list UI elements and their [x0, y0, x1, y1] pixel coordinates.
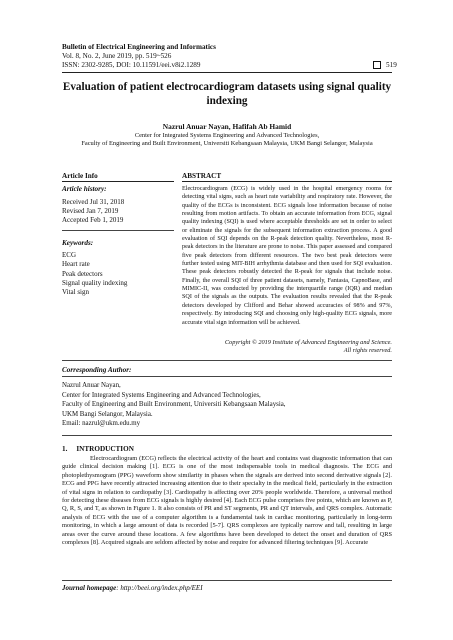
- issn-line: ISSN: 2302-9285, DOI: 10.11591/eei.v8i2.1289: [62, 61, 201, 69]
- corresponding-end-divider: [62, 435, 392, 436]
- volume-line: Vol. 8, No. 2, June 2019, pp. 519~526: [62, 52, 172, 60]
- copyright-notice: [182, 339, 392, 356]
- history-heading: Article history:: [62, 185, 107, 193]
- abstract-label: ABSTRACT: [182, 172, 222, 180]
- homepage-label: Journal homepage: [62, 584, 117, 592]
- square-bullet-icon: [373, 61, 381, 69]
- keywords-list: [62, 251, 127, 297]
- corresponding-author-details: [62, 381, 286, 429]
- keyword: ECG: [62, 251, 76, 259]
- journal-header: [62, 43, 216, 70]
- affiliation-line-1: Center for Integrated Systems Engineering and Advanced Technologies,: [134, 132, 320, 139]
- header-divider: [62, 72, 392, 73]
- keyword: Signal quality indexing: [62, 278, 128, 287]
- received-date: Received Jul 31, 2018: [62, 198, 125, 206]
- rights-line: All rights reserved.: [343, 347, 392, 355]
- article-info-label: Article Info: [62, 172, 98, 180]
- affiliation: [40, 132, 414, 148]
- affiliation-line-2: Faculty of Engineering and Built Environment, Universiti Kebangsaan Malaysia, UKM Bangi Selangor, Malaysia: [81, 140, 373, 148]
- author-name-line: Nazrul Anuar Nayan,: [62, 382, 121, 389]
- introduction-text: Electrocardiogram (ECG) reflects the electrical activity of the heart and contains vast diagnostic information that can guide clinical decision making [1]. ECG is one of the most indispensable tools in medical diagnosis. The ECG and photoplethysmogram (PPG) waveform show similarity in phases when the signals are derived into second derivative signals [2]. ECG and PPG have recently attracted increasing attention due to their specialty in the medical field, particularly in the extraction of vital signs in relation to cardiopathy [3]. Cardiopathy is affecting over 20% people worldwide. Therefore, a universal method for detecting these diseases from ECG signals is highly desired [4]. Each ECG pulse comprises five points, which are known as P, Q, R, S, and T, as shown in Figure 1. It also consists of PR and ST segments, PR and QT intervals, and QRS complex. Automatic analysis of ECG with the use of a computer algorithm is a fundamental task in cardiac monitoring, particularly in long-term monitoring, in which a large amount of data is recorded [5-7]. QRS complexes are typically narrow and tall, resulting in large areas over the curve around these locations. A few algorithms have been developed to detect the onset and duration of QRS complexes [8]. Acquired signals are seldom affected by noise and require for advanced filtering techniques [9]. Accurate: [62, 455, 392, 547]
- journal-name: Bulletin of Electrical Engineering and Informatics: [62, 43, 216, 51]
- author-names: Nazrul Anuar Nayan, Hafifah Ab Hamid: [162, 122, 292, 131]
- corresponding-divider: [62, 376, 392, 377]
- location-line: UKM Bangi Selangor, Malaysia.: [62, 410, 153, 418]
- abstract-text: Electrocardiogram (ECG) is widely used in the hospital emergency rooms for detecting vital signs, such as heart rate variability and respiratory rate. However, the quality of the ECGs is inconsistent. ECG signals lose information because of noise resulting from motion artifacts. To obtain an accurate information from ECG, signal quality indexing (SQI) is used where acceptable thresholds are set in order to select or eliminate the signals for the subsequent information extraction process. A good evaluation of SQI depends on the R-peak detection quality. Nevertheless, most R-peak detectors in the literature are prone to noise. This paper assessed and compared five peak detectors from different resources. The two best peak detectors were further tested using MIT-BIH arrhythmia database and then used for SQI evaluation. These peak detectors robustly detected the R-peak for signals that include noise. Finally, the overall SQI of three patient datasets, namely, Fantasia, CapnoBase, and MIMIC-II, was conducted by providing the interquartile range (IQR) and median SQI of the signals as the outputs. The evaluation results revealed that the R-peak detectors developed by Clifford and Behar showed accuracies of 98% and 97%, respectively. By introducing SQI and choosing only high-quality ECG signals, more accurate vital sign information will be achieved.: [182, 186, 392, 326]
- footer-divider: [62, 580, 392, 581]
- accepted-date: Accepted Feb 1, 2019: [62, 216, 124, 225]
- keyword: Peak detectors: [62, 269, 103, 278]
- abstract-divider: [182, 181, 392, 182]
- corresponding-author-heading: Corresponding Author:: [62, 366, 132, 374]
- email-line: Email: nazrul@ukm.edu.my: [62, 420, 141, 428]
- keyword: Heart rate: [62, 260, 90, 269]
- faculty-line: Faculty of Engineering and Built Environment, Universiti Kebangsaan Malaysia,: [62, 401, 286, 409]
- homepage-url[interactable]: http://beei.org/index.php/EEI: [120, 584, 203, 592]
- page-number: 519: [386, 61, 397, 69]
- center-line: Center for Integrated Systems Engineering and Advanced Technologies,: [62, 391, 261, 399]
- section-heading-introduction: 1. INTRODUCTION: [62, 445, 134, 453]
- article-history: [62, 198, 124, 226]
- keyword: Vital sign: [62, 288, 89, 297]
- journal-homepage: [62, 584, 203, 592]
- copyright-line: Copyright © 2019 Institute of Advanced Engineering and Science.: [224, 339, 392, 346]
- paper-title: Evaluation of patient electrocardiogram datasets using signal quality indexing: [62, 81, 392, 107]
- revised-date: Revised Jan 7, 2019: [62, 207, 119, 216]
- page-number-group: [373, 61, 397, 69]
- abstract-end-divider: [62, 360, 392, 361]
- keywords-heading: Keywords:: [62, 239, 94, 247]
- keywords-divider: [62, 230, 174, 231]
- article-info-divider: [62, 181, 174, 182]
- homepage-colon: :: [116, 584, 121, 592]
